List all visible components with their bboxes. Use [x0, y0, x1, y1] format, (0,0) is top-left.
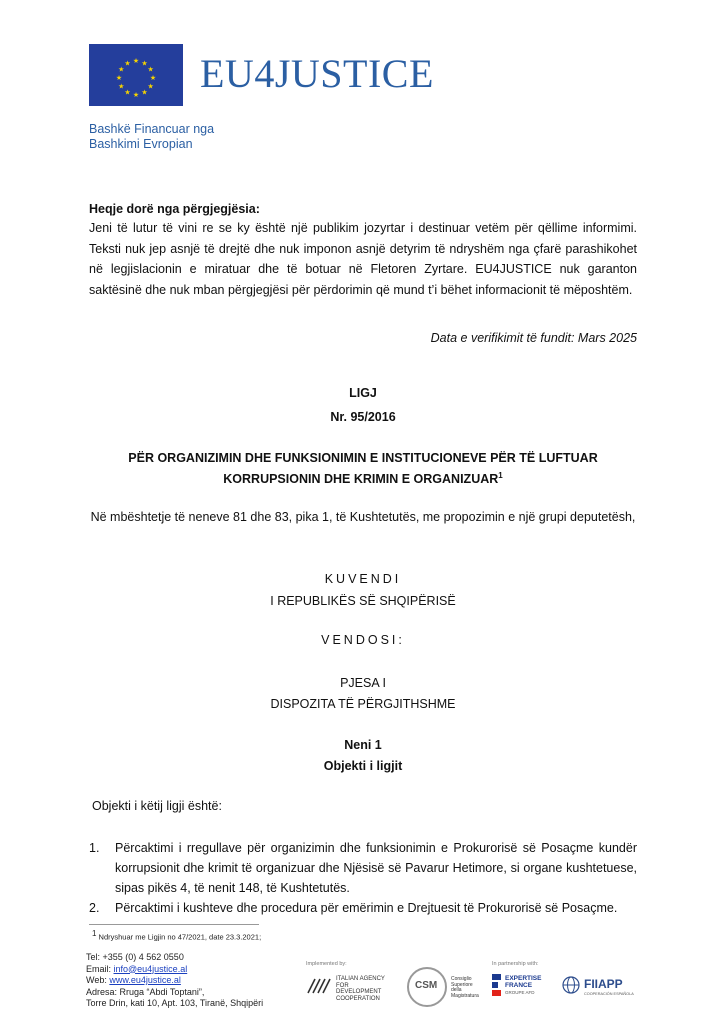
svg-text:★: ★: [147, 65, 154, 74]
contact-block: [86, 952, 263, 1010]
cofinanced-line-1: Bashkë Financuar nga: [89, 122, 215, 136]
preamble: Në mbështetje të neneve 81 dhe 83, pika 1, të Kushtetutës, me propozimin e një grupi deputetësh,: [90, 510, 636, 524]
globe-icon: [562, 976, 580, 994]
brand-title: EU4JUSTICE: [200, 51, 434, 96]
list-item-text: Përcaktimi i kushteve dhe procedura për emërimin e Drejtuesit të Prokurorisë së Posaçme.: [115, 901, 618, 915]
fiiapp-logo: [562, 974, 642, 1002]
law-title-line-2: [89, 471, 637, 486]
law-number: Nr. 95/2016: [330, 410, 396, 424]
decided: VENDOSI:: [321, 633, 405, 647]
csm-abbr: CSM: [415, 980, 438, 991]
part-number: PJESA I: [340, 676, 386, 690]
footnote-ref[interactable]: 1: [498, 471, 503, 480]
partnership-label: In partnership with:: [492, 961, 539, 967]
eu-stars-icon: [89, 44, 183, 106]
law-title-text: KORRUPSIONIN DHE KRIMIN E ORGANIZUAR: [223, 472, 499, 487]
aics-line-1: ITALIAN AGENCY: [336, 976, 385, 982]
cofinanced-label: [89, 122, 214, 152]
fiiapp-sub: COOPERACIÓN ESPAÑOLA: [584, 992, 634, 996]
list-item-text: Përcaktimi i rregullave për organizimin dhe funksionimin e Prokurorisë së Posaçme kundër korrupsionit dhe krimit të organizuar dhe Njësisë së Pavarur Hetimore, si organe kushtetuese, sipas pikës 4, të nenit 148, të Kushtetutës.: [115, 841, 637, 895]
ef-line-1: EXPERTISE: [505, 975, 542, 982]
svg-text:★: ★: [141, 88, 148, 97]
footnote: [92, 929, 261, 942]
svg-text:★: ★: [124, 59, 131, 68]
list-item: [89, 838, 637, 898]
list-item-number: 2.: [89, 901, 100, 915]
verification-date: Data e verifikimit të fundit: Mars 2025: [430, 331, 637, 345]
disclaimer-title: Heqje dorë nga përgjegjësia:: [89, 202, 260, 216]
contact-email-row: [86, 964, 263, 976]
article-title: Objekti i ligjit: [323, 759, 403, 773]
list-item: [89, 898, 637, 918]
svg-text:★: ★: [132, 91, 140, 99]
ef-line-2: FRANCE: [505, 982, 533, 989]
svg-text:★: ★: [124, 88, 131, 97]
contact-tel: Tel: +355 (0) 4 562 0550: [86, 952, 184, 962]
svg-text:★: ★: [118, 82, 125, 91]
svg-text:★: ★: [115, 74, 123, 82]
ef-mark-icon: [492, 974, 502, 996]
svg-text:★: ★: [149, 74, 157, 82]
law-title-line-1: PËR ORGANIZIMIN DHE FUNKSIONIMIN E INSTITUCIONEVE PËR TË LUFTUAR: [128, 451, 598, 465]
republic: I REPUBLIKËS SË SHQIPËRISË: [270, 594, 456, 608]
implemented-by-label: Implemented by:: [306, 961, 347, 967]
aics-logo: [306, 972, 390, 1000]
article-number: Neni 1: [344, 738, 382, 752]
email-link[interactable]: info@eu4justice.al: [113, 963, 188, 974]
web-label: Web:: [86, 975, 110, 985]
csm-line-2: Superiore: [451, 981, 473, 988]
footnote-mark: 1: [92, 929, 97, 938]
footnote-text: Ndryshuar me Ligjin no 47/2021, date 23.3.2021;: [98, 932, 262, 942]
ef-line-3: GROUPE AFD: [505, 990, 535, 995]
svg-text:★: ★: [132, 57, 140, 65]
law-type: LIGJ: [349, 386, 377, 400]
csm-logo: [405, 967, 489, 1011]
aics-mark-icon: [306, 975, 332, 997]
email-label: Email:: [86, 963, 114, 974]
web-link[interactable]: www.eu4justice.al: [109, 975, 181, 985]
cofinanced-line-2: Bashkimi Evropian: [89, 137, 193, 151]
csm-line-1: Consiglio: [451, 976, 472, 982]
article-intro: Objekti i këtij ligji është:: [92, 799, 222, 813]
footnote-divider: [89, 924, 259, 925]
aics-line-3: COOPERATION: [336, 995, 380, 1002]
fiiapp-name: FIIAPP: [584, 977, 623, 991]
disclaimer-text: Jeni të lutur të vini re se ky është një publikim jozyrtar i destinuar vetëm për qëllime informimi. Teksti nuk jep asnjë të drejtë dhe nuk imponon asnjë detyrim të ndryshëm nga çfarë parashikohet në legjislacionin e miratuar dhe të botuar në Fletoren Zyrtare. EU4JUSTICE nuk garanton saktësinë dhe nuk mban përgjegjësi për përdorimin që mund t’i bëhet informacionit të mëposhtëm.: [89, 221, 637, 297]
svg-text:★: ★: [141, 59, 148, 68]
assembly: KUVENDI: [324, 572, 402, 586]
csm-line-3: della Magistratura: [451, 987, 479, 999]
article-list: [89, 838, 637, 918]
list-item-number: 1.: [89, 841, 100, 855]
eu-flag-logo: [89, 44, 183, 106]
contact-web-row: [86, 975, 263, 987]
expertise-france-logo: [492, 974, 552, 1002]
part-title: DISPOZITA TË PËRGJITHSHME: [270, 697, 456, 711]
svg-text:★: ★: [118, 65, 125, 74]
svg-text:★: ★: [147, 82, 154, 91]
aics-line-2: FOR DEVELOPMENT: [336, 982, 382, 995]
address-line-2: Torre Drin, kati 10, Apt. 103, Tiranë, Shqipëri: [86, 998, 264, 1008]
address-line-1: Adresa: Rruga “Abdi Toptani”,: [86, 986, 205, 997]
